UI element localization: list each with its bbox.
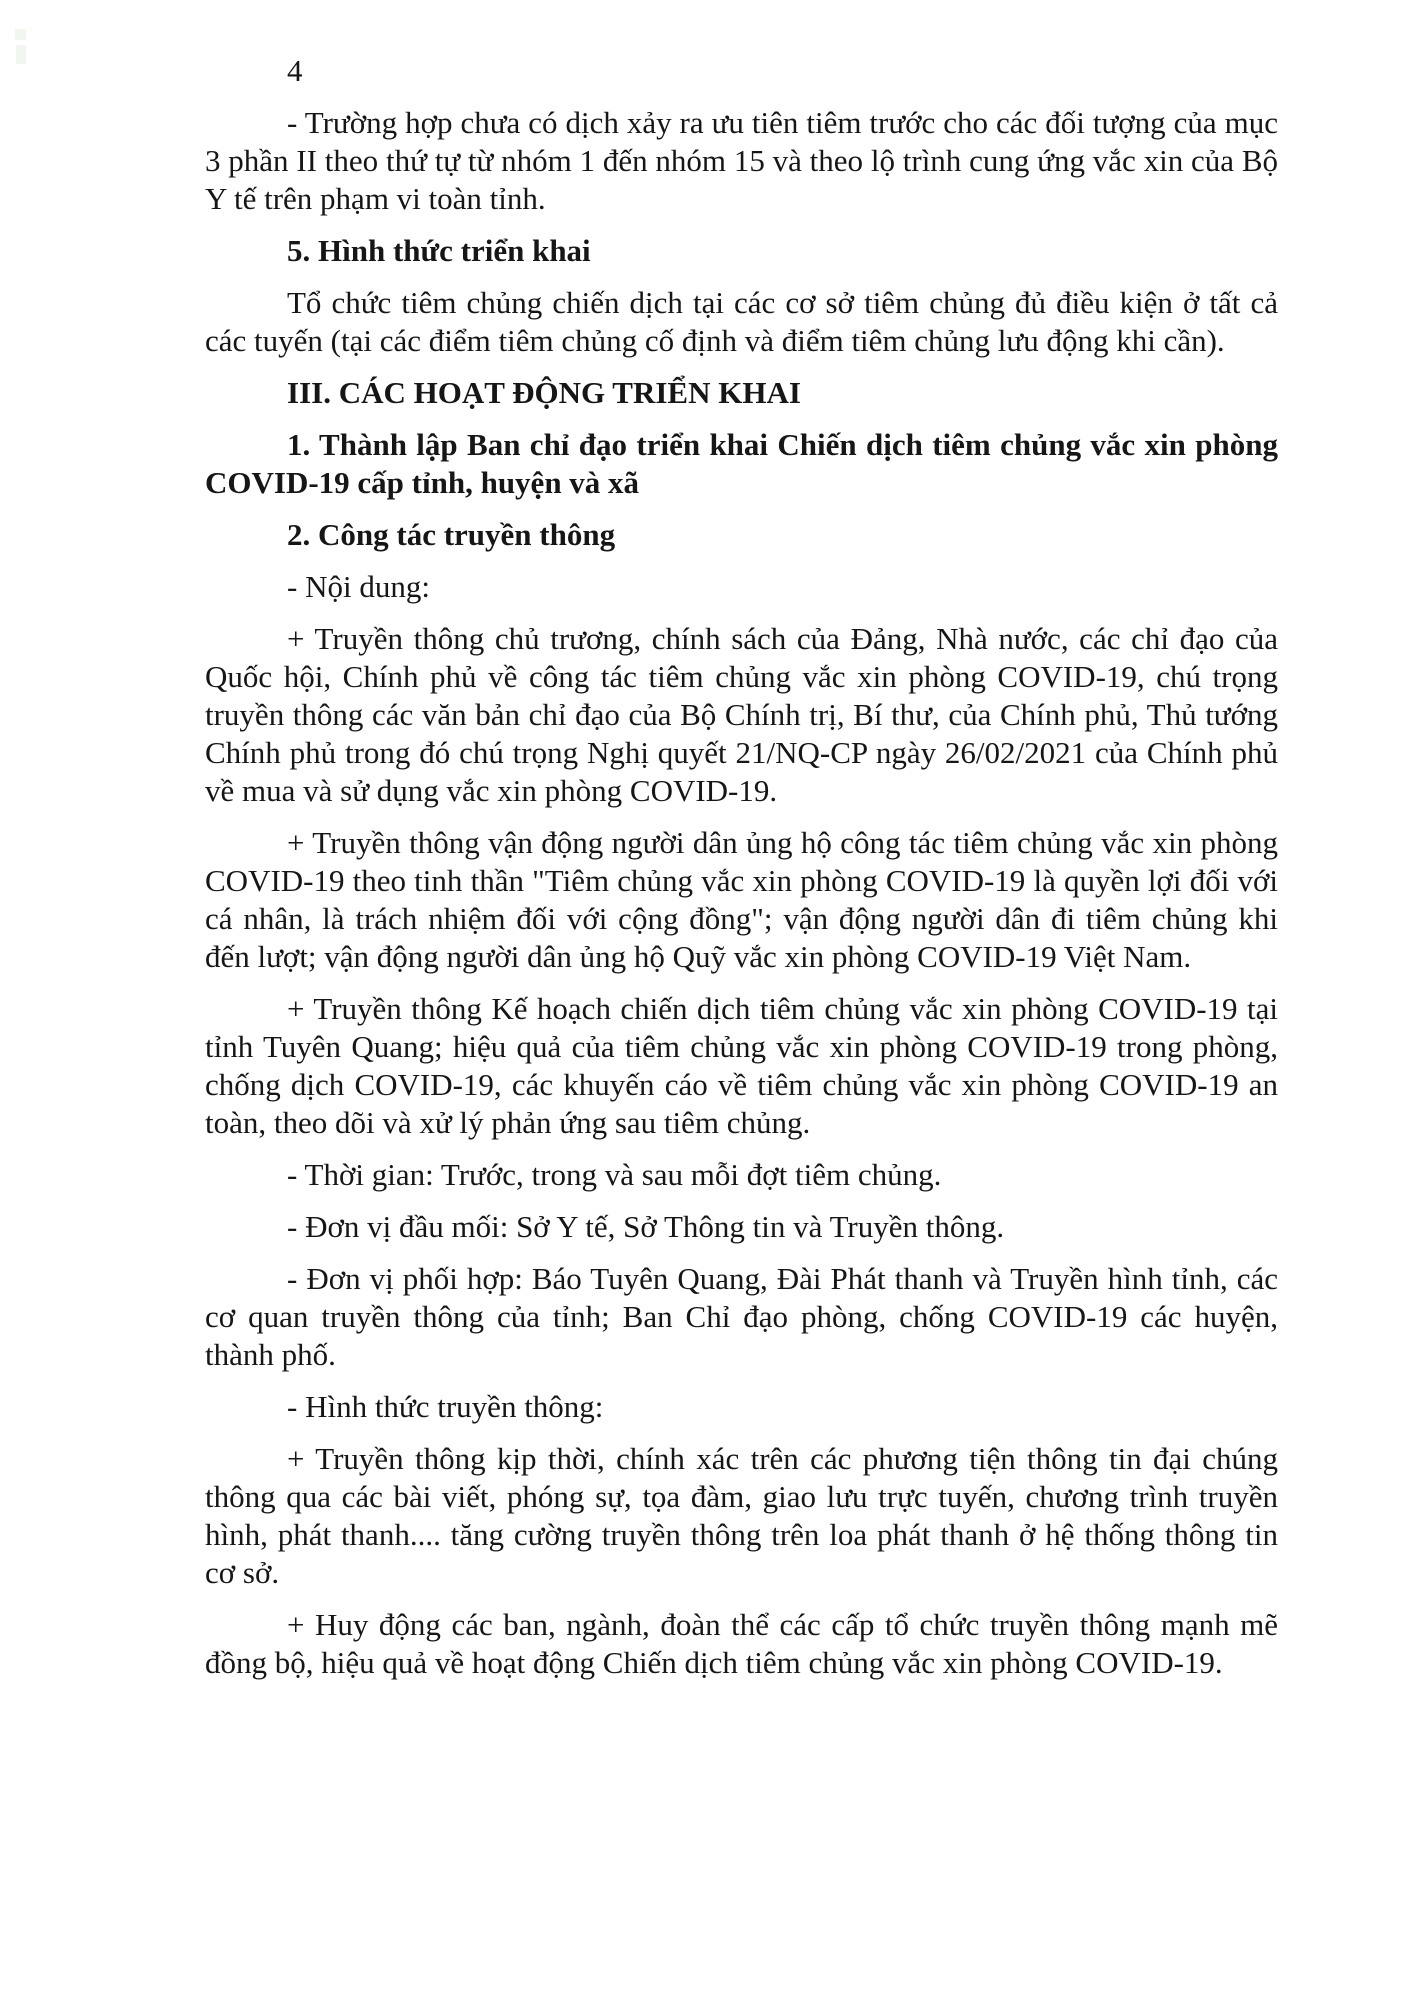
paragraph: + Truyền thông Kế hoạch chiến dịch tiêm chủng vắc xin phòng COVID-19 tại tỉnh Tuyên Quang; hiệu quả của tiêm chủng vắc xin phòng COVID-19 trong phòng, chống dịch COVID-19, các khuyến cáo về tiêm chủng vắc xin phòng COVID-19 an toàn, theo dõi và xử lý phản ứng sau tiêm chủng. bbox=[205, 991, 1278, 1140]
page-number: 4 bbox=[287, 53, 303, 88]
paragraph: - Đơn vị đầu mối: Sở Y tế, Sở Thông tin và Truyền thông. bbox=[287, 1209, 1005, 1244]
scan-artifact bbox=[16, 45, 26, 64]
section-heading: 1. Thành lập Ban chỉ đạo triển khai Chiến dịch tiêm chủng vắc xin phòng COVID-19 cấp tỉnh, huyện và xã bbox=[205, 427, 1278, 500]
paragraph: + Truyền thông vận động người dân ủng hộ công tác tiêm chủng vắc xin phòng COVID-19 theo tinh thần "Tiêm chủng vắc xin phòng COVID-19 là quyền lợi đối với cá nhân, là trách nhiệm đối với cộng đồng"; vận động người dân đi tiêm chủng khi đến lượt; vận động người dân ủng hộ Quỹ vắc xin phòng COVID-19 Việt Nam. bbox=[205, 825, 1278, 974]
paragraph: - Trường hợp chưa có dịch xảy ra ưu tiên tiêm trước cho các đối tượng của mục 3 phần II theo thứ tự từ nhóm 1 đến nhóm 15 và theo lộ trình cung ứng vắc xin của Bộ Y tế trên phạm vi toàn tỉnh. bbox=[205, 105, 1278, 216]
paragraph: - Hình thức truyền thông: bbox=[287, 1389, 604, 1424]
section-heading: 2. Công tác truyền thông bbox=[287, 517, 616, 552]
paragraph: + Huy động các ban, ngành, đoàn thể các cấp tổ chức truyền thông mạnh mẽ đồng bộ, hiệu quả về hoạt động Chiến dịch tiêm chủng vắc xin phòng COVID-19. bbox=[205, 1607, 1278, 1680]
paragraph: + Truyền thông kịp thời, chính xác trên các phương tiện thông tin đại chúng thông qua các bài viết, phóng sự, tọa đàm, giao lưu trực tuyến, chương trình truyền hình, phát thanh.... tăng cường truyền thông trên loa phát thanh ở hệ thống thông tin cơ sở. bbox=[205, 1441, 1278, 1590]
document-content bbox=[205, 52, 1278, 1696]
section-heading: III. CÁC HOẠT ĐỘNG TRIỂN KHAI bbox=[287, 375, 801, 410]
scan-artifact bbox=[15, 29, 26, 40]
paragraph: - Nội dung: bbox=[287, 569, 430, 604]
paragraph: Tổ chức tiêm chủng chiến dịch tại các cơ sở tiêm chủng đủ điều kiện ở tất cả các tuyến (tại các điểm tiêm chủng cố định và điểm tiêm chủng lưu động khi cần). bbox=[205, 285, 1278, 358]
paragraph: - Đơn vị phối hợp: Báo Tuyên Quang, Đài Phát thanh và Truyền hình tỉnh, các cơ quan truyền thông của tỉnh; Ban Chỉ đạo phòng, chống COVID-19 các huyện, thành phố. bbox=[205, 1261, 1278, 1372]
paragraph: - Thời gian: Trước, trong và sau mỗi đợt tiêm chủng. bbox=[287, 1157, 942, 1192]
section-heading: 5. Hình thức triển khai bbox=[287, 233, 591, 268]
paragraph: + Truyền thông chủ trương, chính sách của Đảng, Nhà nước, các chỉ đạo của Quốc hội, Chính phủ về công tác tiêm chủng vắc xin phòng COVID-19, chú trọng truyền thông các văn bản chỉ đạo của Bộ Chính trị, Bí thư, của Chính phủ, Thủ tướng Chính phủ trong đó chú trọng Nghị quyết 21/NQ-CP ngày 26/02/2021 của Chính phủ về mua và sử dụng vắc xin phòng COVID-19. bbox=[205, 621, 1278, 808]
